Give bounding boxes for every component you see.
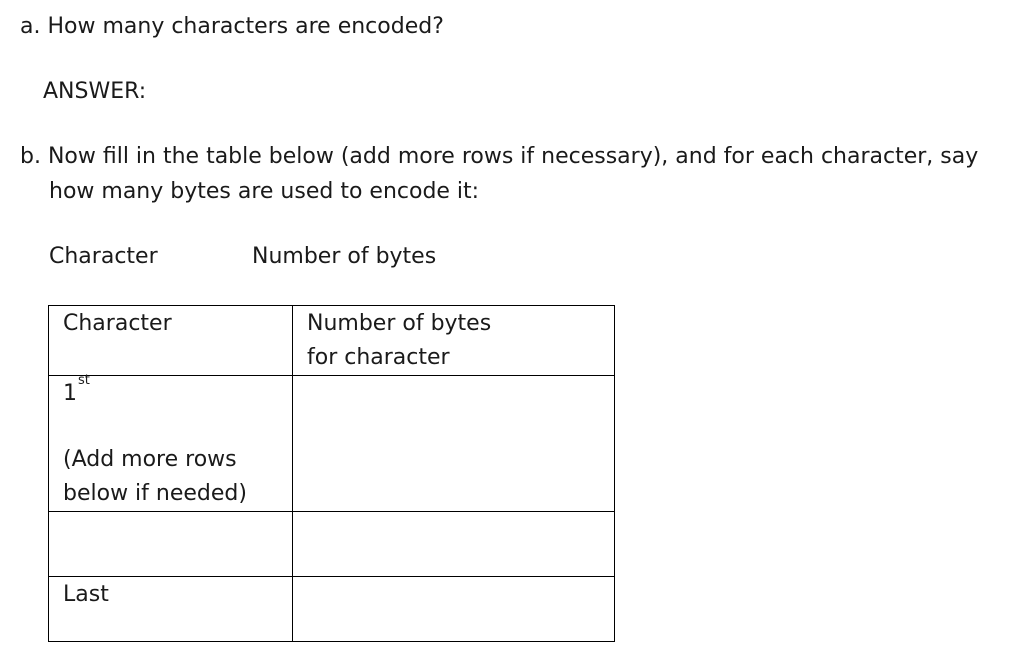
header-bytes-line1: Number of bytes bbox=[307, 311, 492, 336]
table-row-middle bbox=[49, 512, 615, 577]
header-cell-character: Character bbox=[49, 306, 293, 376]
header-bytes-line2: for character bbox=[307, 345, 450, 370]
cell-middle-character[interactable] bbox=[49, 512, 293, 577]
add-rows-note-line1: (Add more rows bbox=[63, 447, 237, 472]
table-header-row bbox=[49, 306, 615, 376]
cell-last-character[interactable]: Last bbox=[49, 577, 293, 642]
header-cell-bytes bbox=[293, 306, 615, 376]
cell-middle-bytes[interactable] bbox=[293, 512, 615, 577]
question-b-line1: b. Now fill in the table below (add more rows if necessary), and for each character, say bbox=[20, 144, 979, 169]
question-b-line2: how many bytes are used to encode it: bbox=[49, 179, 480, 204]
ordinal-suffix: st bbox=[78, 373, 90, 388]
question-a: a. How many characters are encoded? bbox=[20, 14, 444, 39]
cell-first-bytes[interactable] bbox=[293, 376, 615, 512]
table-row-first bbox=[49, 376, 615, 512]
cell-first-character[interactable] bbox=[49, 373, 293, 512]
answer-label: ANSWER: bbox=[43, 79, 147, 104]
cell-last-bytes[interactable] bbox=[293, 577, 615, 642]
bytes-table bbox=[48, 305, 615, 642]
first-ordinal: 1st bbox=[63, 373, 90, 406]
column-heading-character: Character bbox=[49, 244, 158, 269]
add-rows-note-line2: below if needed) bbox=[63, 481, 247, 506]
column-heading-bytes: Number of bytes bbox=[252, 244, 437, 269]
table-row-last bbox=[49, 577, 615, 642]
